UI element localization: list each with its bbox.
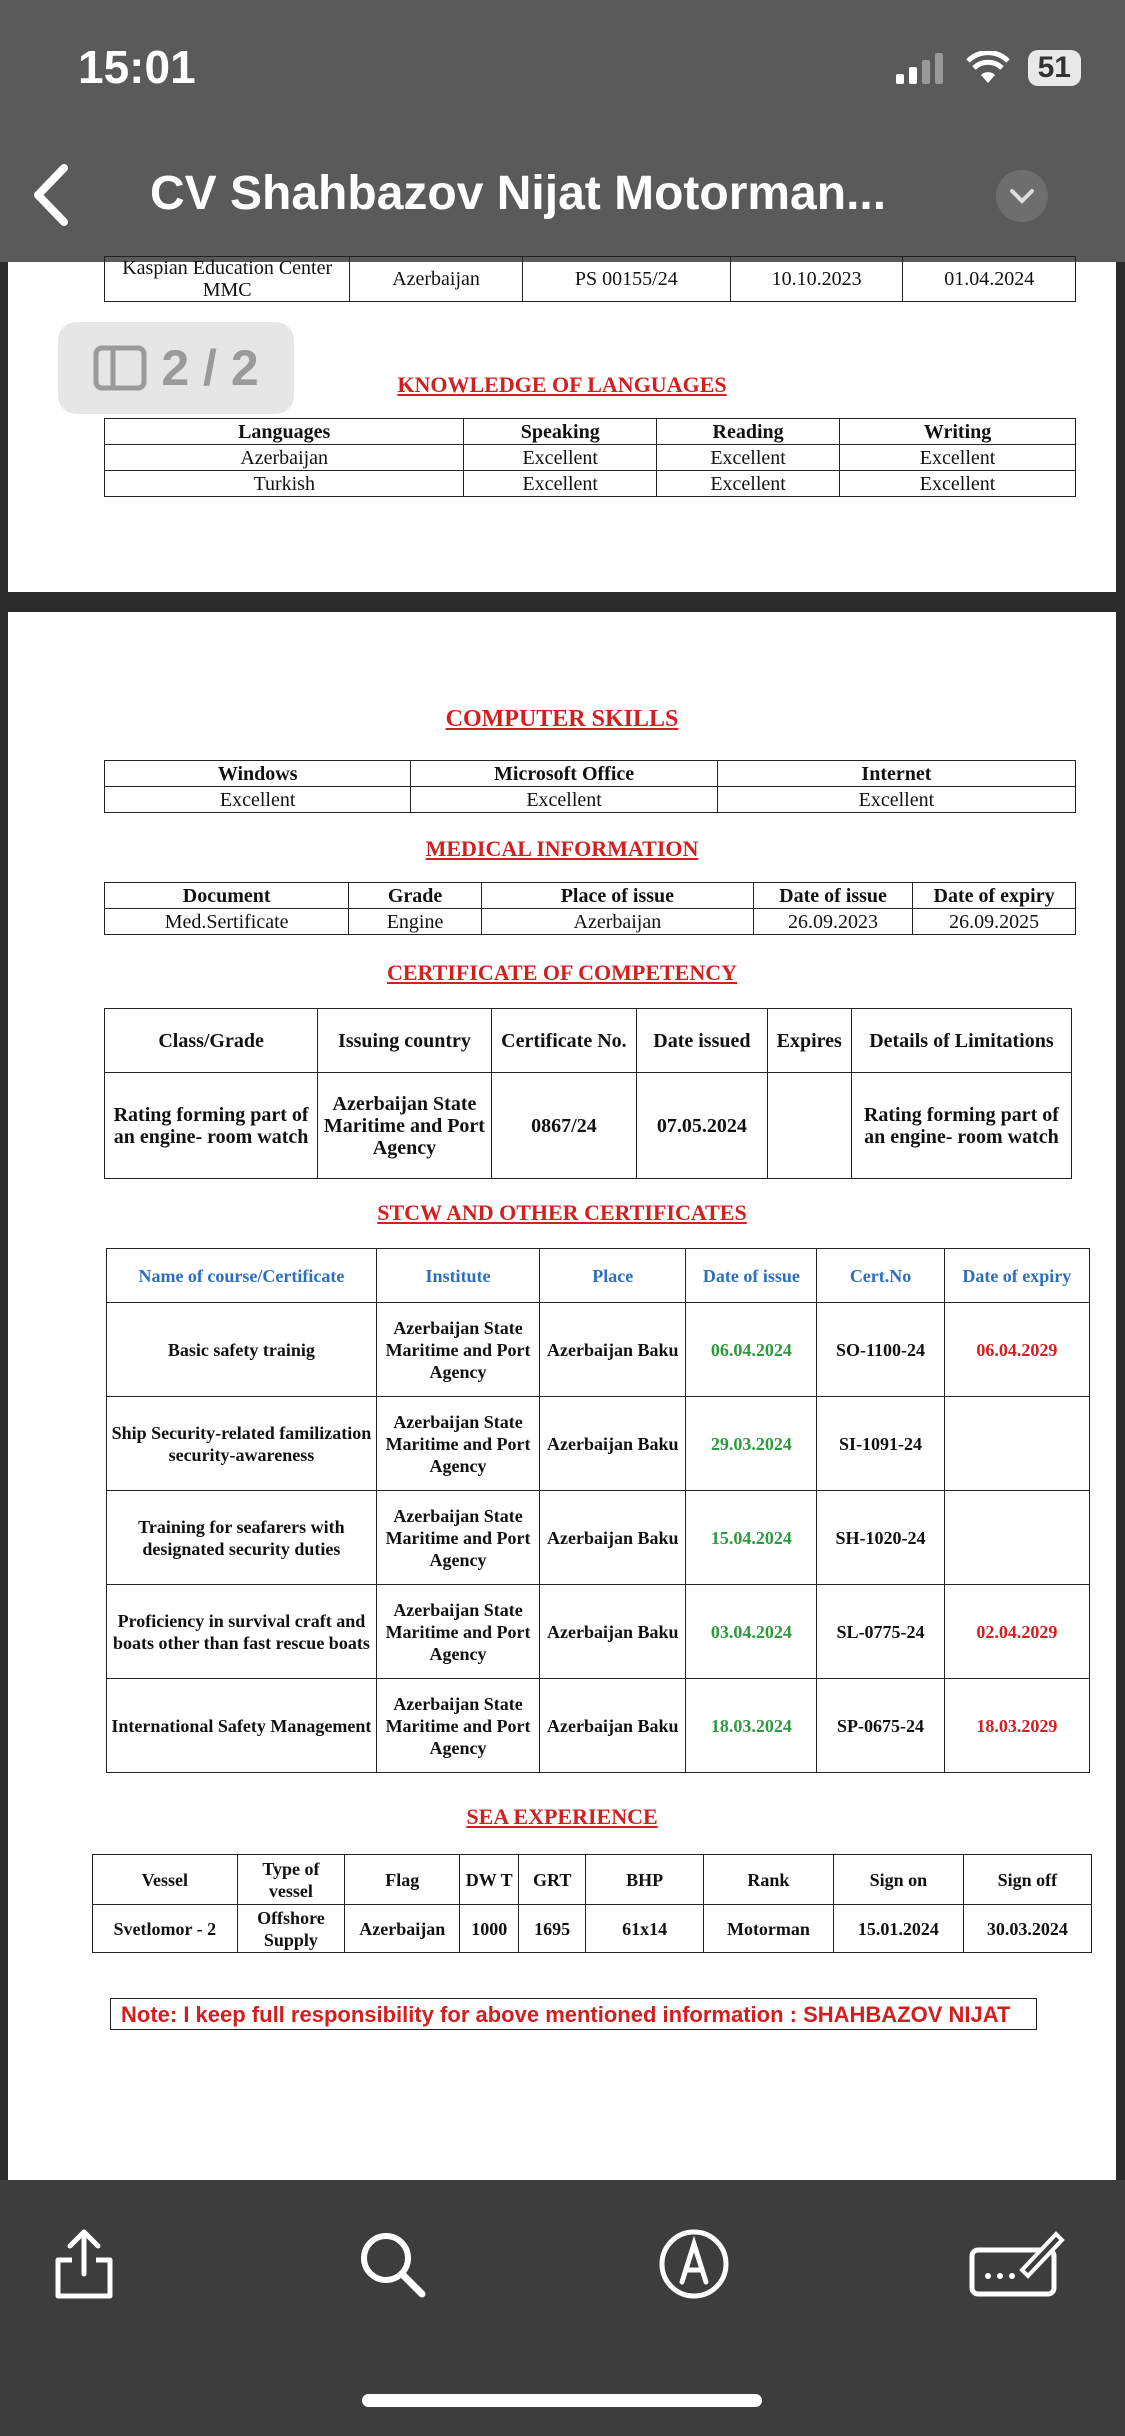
stcw-table	[106, 1248, 1090, 1773]
table-cell: 15.04.2024	[686, 1491, 817, 1585]
table-cell: SH-1020-24	[817, 1491, 944, 1585]
table-header: Speaking	[464, 419, 657, 445]
table-cell: 1695	[518, 1905, 585, 1953]
table-cell: 10.10.2023	[730, 257, 903, 302]
table-header: Vessel	[93, 1855, 238, 1905]
table-cell: Excellent	[657, 471, 840, 497]
table-cell: Excellent	[464, 445, 657, 471]
table-cell: Excellent	[840, 445, 1076, 471]
table-header: Sign off	[963, 1855, 1091, 1905]
languages-heading: KNOWLEDGE OF LANGUAGES	[397, 372, 727, 397]
search-icon[interactable]	[352, 2224, 432, 2304]
table-cell: Excellent	[105, 787, 411, 813]
table-cell: 07.05.2024	[637, 1073, 768, 1179]
sidebar-icon	[93, 345, 147, 391]
table-cell: Excellent	[464, 471, 657, 497]
table-cell: Azerbaijan	[481, 909, 753, 935]
signal-icon	[894, 52, 948, 84]
table-row	[107, 1303, 1090, 1397]
computer-skills-heading: COMPUTER SKILLS	[445, 706, 679, 732]
table-header: Type of vessel	[237, 1855, 344, 1905]
share-icon[interactable]	[44, 2224, 124, 2304]
table-cell: 03.04.2024	[686, 1585, 817, 1679]
table-cell: Excellent	[657, 445, 840, 471]
table-cell: International Safety Management	[107, 1679, 377, 1773]
wifi-icon	[966, 51, 1010, 85]
table-row	[105, 909, 1076, 935]
table-cell: Azerbaijan Baku	[540, 1585, 686, 1679]
table-header: Cert.No	[817, 1249, 944, 1303]
table-cell: Excellent	[411, 787, 717, 813]
table-cell: SI-1091-24	[817, 1397, 944, 1491]
medical-heading: MEDICAL INFORMATION	[425, 836, 699, 861]
table-header: Windows	[105, 761, 411, 787]
pdf-page-2	[8, 612, 1116, 2180]
table-cell: Azerbaijan State Maritime and Port Agency	[318, 1073, 492, 1179]
medical-table	[104, 882, 1076, 935]
signature-icon[interactable]	[966, 2224, 1066, 2304]
battery-indicator: 51	[1028, 50, 1081, 86]
table-header: Internet	[717, 761, 1075, 787]
table-cell: Basic safety trainig	[107, 1303, 377, 1397]
languages-table	[104, 418, 1076, 497]
table-cell: Proficiency in survival craft and boats other than fast rescue boats	[107, 1585, 377, 1679]
table-cell: Kaspian Education Center MMC	[105, 257, 350, 302]
page-indicator-text: 2 / 2	[161, 340, 259, 396]
table-header: Class/Grade	[105, 1009, 318, 1073]
table-cell: Rating forming part of an engine- room watch	[105, 1073, 318, 1179]
table-header: Document	[105, 883, 349, 909]
table-header: Expires	[767, 1009, 851, 1073]
table-header: Grade	[349, 883, 482, 909]
table-cell: Azerbaijan	[105, 445, 464, 471]
table-header: Details of Limitations	[851, 1009, 1071, 1073]
table-row	[105, 787, 1076, 813]
table-cell	[944, 1491, 1089, 1585]
table-cell: SO-1100-24	[817, 1303, 944, 1397]
title-menu-button[interactable]	[996, 170, 1048, 222]
table-cell: Azerbaijan State Maritime and Port Agency	[376, 1303, 539, 1397]
page-indicator	[58, 322, 294, 414]
table-row	[105, 471, 1076, 497]
table-header: Date issued	[637, 1009, 768, 1073]
table-cell	[944, 1397, 1089, 1491]
table-cell: Azerbaijan State Maritime and Port Agency	[376, 1491, 539, 1585]
table-cell: 02.04.2029	[944, 1585, 1089, 1679]
table-header: Writing	[840, 419, 1076, 445]
status-icons	[894, 50, 1081, 86]
table-cell: Excellent	[840, 471, 1076, 497]
table-cell: Rating forming part of an engine- room watch	[851, 1073, 1071, 1179]
table-cell: Svetlomor - 2	[93, 1905, 238, 1953]
table-row	[107, 1491, 1090, 1585]
table-cell: Motorman	[703, 1905, 833, 1953]
table-row	[105, 1073, 1072, 1179]
table-cell: Azerbaijan State Maritime and Port Agency	[376, 1679, 539, 1773]
table-cell: Azerbaijan Baku	[540, 1397, 686, 1491]
sea-experience-table	[92, 1854, 1092, 1953]
table-cell: 18.03.2024	[686, 1679, 817, 1773]
table-header: Date of expiry	[944, 1249, 1089, 1303]
table-row	[107, 1397, 1090, 1491]
table-cell: 01.04.2024	[903, 257, 1076, 302]
table-header: Microsoft Office	[411, 761, 717, 787]
table-row	[107, 1679, 1090, 1773]
table-cell: 06.04.2024	[686, 1303, 817, 1397]
table-cell: 06.04.2029	[944, 1303, 1089, 1397]
table-cell: 1000	[460, 1905, 519, 1953]
table-cell: Azerbaijan Baku	[540, 1679, 686, 1773]
table-cell: SL-0775-24	[817, 1585, 944, 1679]
table-header: GRT	[518, 1855, 585, 1905]
back-chevron-icon[interactable]	[26, 160, 76, 230]
table-cell: 61x14	[586, 1905, 704, 1953]
table-header: DW T	[460, 1855, 519, 1905]
table-row	[93, 1905, 1092, 1953]
table-cell: 18.03.2029	[944, 1679, 1089, 1773]
table-cell: Training for seafarers with designated security duties	[107, 1491, 377, 1585]
competency-heading: CERTIFICATE OF COMPETENCY	[386, 960, 738, 985]
chevron-down-icon	[996, 170, 1048, 222]
table-header: Sign on	[834, 1855, 964, 1905]
table-cell: 29.03.2024	[686, 1397, 817, 1491]
table-cell: Turkish	[105, 471, 464, 497]
table-cell: 0867/24	[491, 1073, 636, 1179]
table-cell: Azerbaijan Baku	[540, 1303, 686, 1397]
status-time: 15:01	[78, 41, 196, 93]
pdf-page-1	[8, 257, 1116, 592]
table-header: Flag	[345, 1855, 460, 1905]
table-cell: Azerbaijan State Maritime and Port Agency	[376, 1397, 539, 1491]
table-cell: Offshore Supply	[237, 1905, 344, 1953]
table-cell: Engine	[349, 909, 482, 935]
table-cell: PS 00155/24	[522, 257, 730, 302]
table-cell: 15.01.2024	[834, 1905, 964, 1953]
table-cell: Ship Security-related familization security-awareness	[107, 1397, 377, 1491]
navigation-bar	[0, 0, 1125, 262]
table-row	[107, 1585, 1090, 1679]
table-row	[105, 445, 1076, 471]
table-header: Reading	[657, 419, 840, 445]
document-title[interactable]: CV Shahbazov Nijat Motorman...	[150, 167, 887, 220]
table-header: Rank	[703, 1855, 833, 1905]
markup-icon[interactable]	[654, 2224, 734, 2304]
table-cell: Excellent	[717, 787, 1075, 813]
table-cell: 26.09.2023	[753, 909, 912, 935]
table-header: Place of issue	[481, 883, 753, 909]
education-table	[104, 256, 1076, 302]
table-cell: Med.Sertificate	[105, 909, 349, 935]
responsibility-note: Note: I keep full responsibility for above mentioned information : SHAHBAZOV NIJAT	[110, 1998, 1037, 2030]
table-header: BHP	[586, 1855, 704, 1905]
table-header: Languages	[105, 419, 464, 445]
table-header: Date of issue	[753, 883, 912, 909]
table-header: Issuing country	[318, 1009, 492, 1073]
table-cell: Azerbaijan Baku	[540, 1491, 686, 1585]
table-header: Date of issue	[686, 1249, 817, 1303]
table-cell: Azerbaijan	[345, 1905, 460, 1953]
table-cell: SP-0675-24	[817, 1679, 944, 1773]
computer-skills-table	[104, 760, 1076, 813]
table-cell: 26.09.2025	[913, 909, 1076, 935]
stcw-heading: STCW AND OTHER CERTIFICATES	[377, 1200, 747, 1225]
table-cell	[767, 1073, 851, 1179]
table-header: Name of course/Certificate	[107, 1249, 377, 1303]
table-header: Date of expiry	[913, 883, 1076, 909]
table-cell: Azerbaijan	[350, 257, 522, 302]
table-header: Institute	[376, 1249, 539, 1303]
table-cell: 30.03.2024	[963, 1905, 1091, 1953]
competency-table	[104, 1008, 1072, 1179]
table-cell: Azerbaijan State Maritime and Port Agency	[376, 1585, 539, 1679]
table-header: Certificate No.	[491, 1009, 636, 1073]
home-indicator[interactable]	[362, 2394, 762, 2407]
table-header: Place	[540, 1249, 686, 1303]
sea-experience-heading: SEA EXPERIENCE	[466, 1804, 658, 1829]
